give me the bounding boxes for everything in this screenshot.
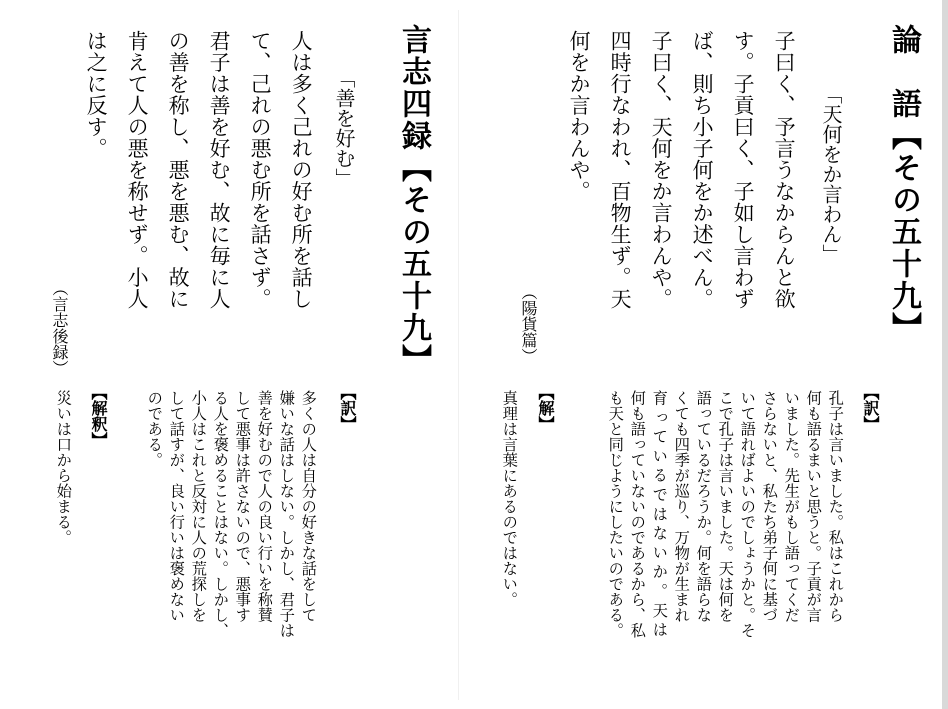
translation-header-genshi: 【訳】 (338, 384, 357, 432)
translation-line-genshi-5: る人を褒めることはない。しかし、 (211, 390, 230, 638)
translation-line-genshi-4: して悪事は許さないので、悪事す (233, 390, 252, 623)
text-line-genshi-4: の善を称し、悪を悪む、故に (166, 30, 191, 310)
translation-line-rongo-4: さらないと、私たち弟子何に基づ (760, 390, 779, 623)
translation-line-genshi-2: 嫌いな話はしない。しかし、君子は (277, 390, 296, 638)
translation-line-genshi-8: のである。 (145, 390, 164, 468)
subtitle-genshi: 「善を好む」 (332, 68, 356, 188)
commentary-header-genshi: 【解釈】 (89, 384, 108, 448)
source-genshi: （言志後録） (50, 280, 69, 376)
translation-line-genshi-3: 善を好むので人の良い行いを称賛 (255, 390, 274, 623)
translation-header-rongo: 【訳】 (861, 384, 880, 432)
text-line-rongo-2: す。子貢曰く、子如し言わず (731, 30, 756, 310)
page-title-genshi: 言志四録【その五十九】 (396, 24, 431, 376)
page-title-rongo: 論 語【その五十九】 (886, 24, 921, 344)
translation-line-genshi-1: 多くの人は自分の好きな話をして (299, 390, 318, 623)
translation-line-rongo-1: 孔子は言いました。私はこれから (826, 390, 845, 623)
text-line-genshi-2: て、己れの悪む所を話さず。 (248, 30, 273, 310)
page-divider (458, 10, 459, 700)
subtitle-rongo: 「天何をか言わん」 (819, 84, 843, 264)
text-line-genshi-3: 君子は善を好む、故に毎に人 (207, 30, 232, 310)
commentary-header-rongo: 【解】 (536, 384, 555, 432)
translation-line-rongo-10: 何も語っていないのであるから、私 (628, 390, 647, 638)
translation-line-rongo-9: 育っているではないか。天は (650, 390, 669, 641)
translation-line-genshi-6: 小人はこれと反対に人の荒探しを (189, 390, 208, 623)
translation-line-rongo-6: こで孔子は言いました。天は何を (716, 390, 735, 623)
text-line-rongo-5: 四時行なわれ、百物生ず。天 (608, 30, 633, 310)
translation-line-genshi-7: して話すが、良い行いは褒めない (167, 390, 186, 623)
window-edge (942, 0, 948, 709)
text-line-rongo-4: 子曰く、天何をか言わんや。 (649, 30, 674, 310)
translation-line-rongo-11: も天と同じようにしたいのである。 (606, 390, 625, 638)
commentary-line-genshi-1: 災いは口から始まる。 (54, 390, 73, 545)
text-line-genshi-5: 肯えて人の悪を称せず。小人 (125, 30, 150, 310)
source-rongo: （陽貨篇） (519, 284, 538, 364)
text-line-rongo-1: 子曰く、予言うなからんと欲 (772, 30, 797, 310)
translation-line-rongo-7: 語っているだろうか。何を語らな (694, 390, 713, 623)
commentary-line-rongo-1: 真理は言葉にあるのではない。 (500, 390, 519, 607)
translation-line-rongo-5: いて語ればよいのでしょうかと。そ (738, 390, 757, 638)
translation-line-rongo-3: いました。先生がもし語ってくだ (782, 390, 801, 623)
translation-line-rongo-2: 何も語るまいと思うと。子貢が言 (804, 390, 823, 623)
text-line-rongo-6: 何をか言わんや。 (567, 30, 592, 202)
text-line-rongo-3: ば、則ち小子何をか述べん。 (690, 30, 715, 310)
text-line-genshi-6: は之に反す。 (84, 30, 109, 159)
translation-line-rongo-8: くても四季が巡り、万物が生まれ (672, 390, 691, 623)
text-line-genshi-1: 人は多く己れの好む所を話し (289, 30, 314, 310)
